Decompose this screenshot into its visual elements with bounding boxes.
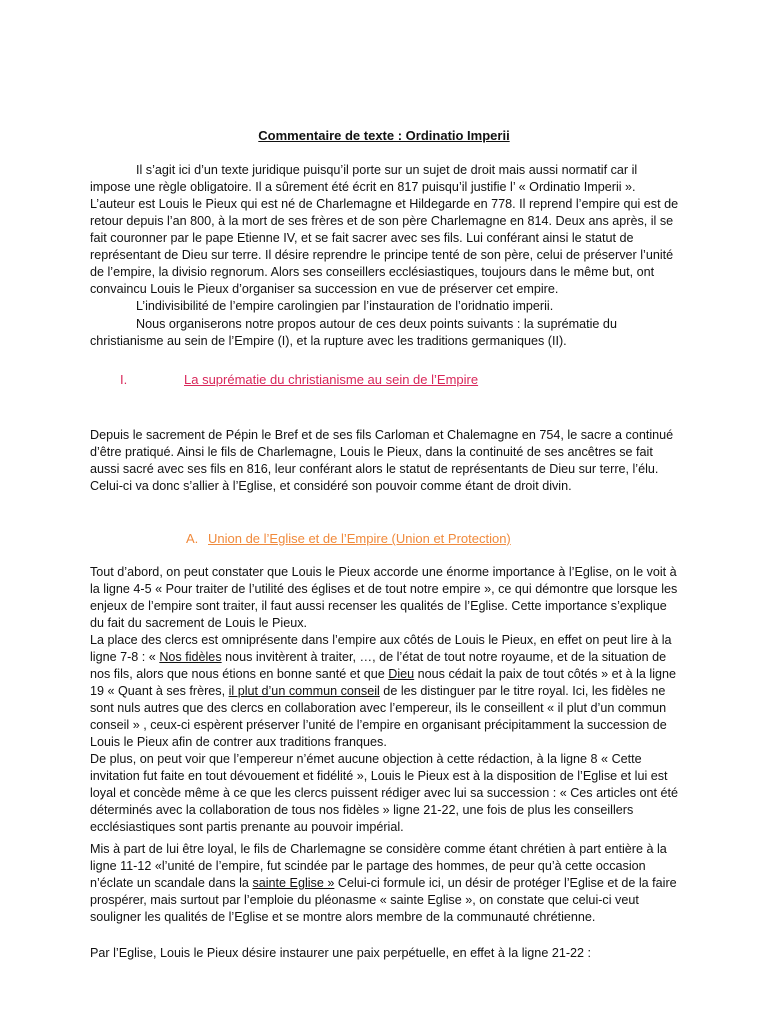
section-1-paragraph: Depuis le sacrement de Pépin le Bref et de ses fils Carloman et Chalemagne en 754, le sacre a continué d’être pratiqué. Ainsi le fils de Charlemagne, Louis le Pieux, dans la continuité de ses ancêtres se fait aussi sacré avec ses fils en 816, leur conférant alors le statut de représentants de Dieu sur terre, l’élu. Celui-ci va donc s’allier à l’Eglise, et considéré son pouvoir comme étant de droit divin. (90, 428, 674, 493)
body-p2-underline-1: Nos fidèles (159, 650, 222, 664)
section-1-title: La suprématie du christianisme au sein de l’Empire (184, 372, 479, 387)
body-p2-text-a: La place des clercs est omniprésente dans l’empire aux côtés de Louis le Pieux, en effet on peut lire à la ligne 7-8 : « (90, 633, 672, 664)
body-paragraph-1: Tout d’abord, on peut constater que Louis le Pieux accorde une énorme importance à l’Eglise, on le voit à la ligne 4-5 « Pour traiter de l’utilité des églises et de tout notre empire », ce qui démontre que lorsque les enjeux de l’empire sont traiter, il faut aussi recenser les qualités de l’Eglise. Cette importance s’explique du fait du sacrement de Louis le Pieux. (90, 565, 678, 630)
intro-paragraph-2: L’indivisibilité de l’empire carolingien par l’instauration de l’oridnatio imperii. (136, 299, 554, 313)
body-p2-text-b: nous invitèrent à traiter, …, de l’état de tout notre royaume, et de la situation de nos fils, alors que nous étions en bonne santé et que (90, 650, 667, 681)
page-title: Commentaire de texte : Ordinatio Imperii (258, 128, 510, 143)
body-p4-text-a: Mis à part de lui être loyal, le fils de Charlemagne se considère comme étant chrétien à part entière à la ligne 11-12 «l’unité de l’empire, fut scindée par le partage des hommes, de peur qu’à cette occasion n’éclate un scandale dans la (90, 842, 667, 890)
subsection-a-heading (186, 531, 511, 546)
body-paragraph-5: Par l’Eglise, Louis le Pieux désire instaurer une paix perpétuelle, en effet à la ligne 21-22 : (90, 946, 592, 960)
section-1-heading (120, 372, 478, 387)
subsection-a-title: Union de l’Eglise et de l’Empire (Union et Protection) (208, 531, 511, 546)
intro-paragraph-1: Il s’agit ici d’un texte juridique puisqu’il porte sur un sujet de droit mais aussi normatif car il impose une règle obligatoire. Il a sûrement été écrit en 817 puisqu’il justifie l’ « Ordinatio Imperii ». L’auteur est Louis le Pieux qui est né de Charlemagne et Hildegarde en 778. Il reprend l’empire qui est de retour depuis l’an 800, à la mort de ses frères et de son père Charlemagne en 814. Deux ans après, il se fait couronner par le pape Etienne IV, et se fait sacrer avec ses fils. Lui conférant ainsi le statut de représentant de Dieu sur terre. Il désire reprendre le principe tenté de son père, celui de préserver l’unité de l’empire, la divisio regnorum. Alors ses conseillers ecclésiastiques, toujours dans le même but, ont convaincu Louis le Pieux d’organiser sa succession en vue de préserver cet empire. (90, 163, 679, 296)
section-1-number: I. (120, 372, 128, 387)
body-paragraph-3: De plus, on peut voir que l’empereur n’émet aucune objection à cette rédaction, à la ligne 8 « Cette invitation fut faite en tout dévouement et fidélité », Louis le Pieux est à la disposition de l’Eglise et lui est loyal et concède même à ce que les clercs puissent rédiger avec lui sa succession : « Ces articles ont été déterminés avec la collaboration de tous nos fidèles » ligne 21-22, une fois de plus les conseillers ecclésiastiques sont partis prenante au pouvoir impérial. (90, 752, 679, 834)
intro-paragraph-3: Nous organiserons notre propos autour de ces deux points suivants : la suprématie du christianisme au sein de l’Empire (I), et la rupture avec les traditions germaniques (II). (90, 317, 617, 348)
body-paragraph-4 (90, 841, 680, 926)
body-p4-underline-1: sainte Eglise » (252, 876, 335, 890)
body-p2-text-c: nous cédait la paix de tout côtés » et à la ligne 19 « Quant à ses frères, (90, 667, 677, 698)
body-p2-underline-3: il plut d’un commun conseil (228, 684, 380, 698)
subsection-a-number: A. (186, 531, 199, 546)
body-paragraph-2 (90, 632, 680, 751)
body-p2-underline-2: Dieu (388, 667, 415, 681)
body-p4-text-b: Celui-ci formule ici, un désir de protéger l’Eglise et de la faire prospérer, mais surtout par l’emploie du pléonasme « sainte Eglise », on constate que celui-ci veut souligner les qualités de l’Eglise et se montre alors membre de la communauté chrétienne. (90, 876, 677, 924)
body-p2-text-d: de les distinguer par le titre royal. Ici, les fidèles ne sont nuls autres que des clercs en collaboration avec l’empereur, ils le conseillent « il plut d’un commun conseil » , ceux-ci espèrent préserver l’unité de l’empire en organisant précipitamment la succession de Louis le Pieux afin de contrer aux traditions franques. (90, 684, 667, 749)
